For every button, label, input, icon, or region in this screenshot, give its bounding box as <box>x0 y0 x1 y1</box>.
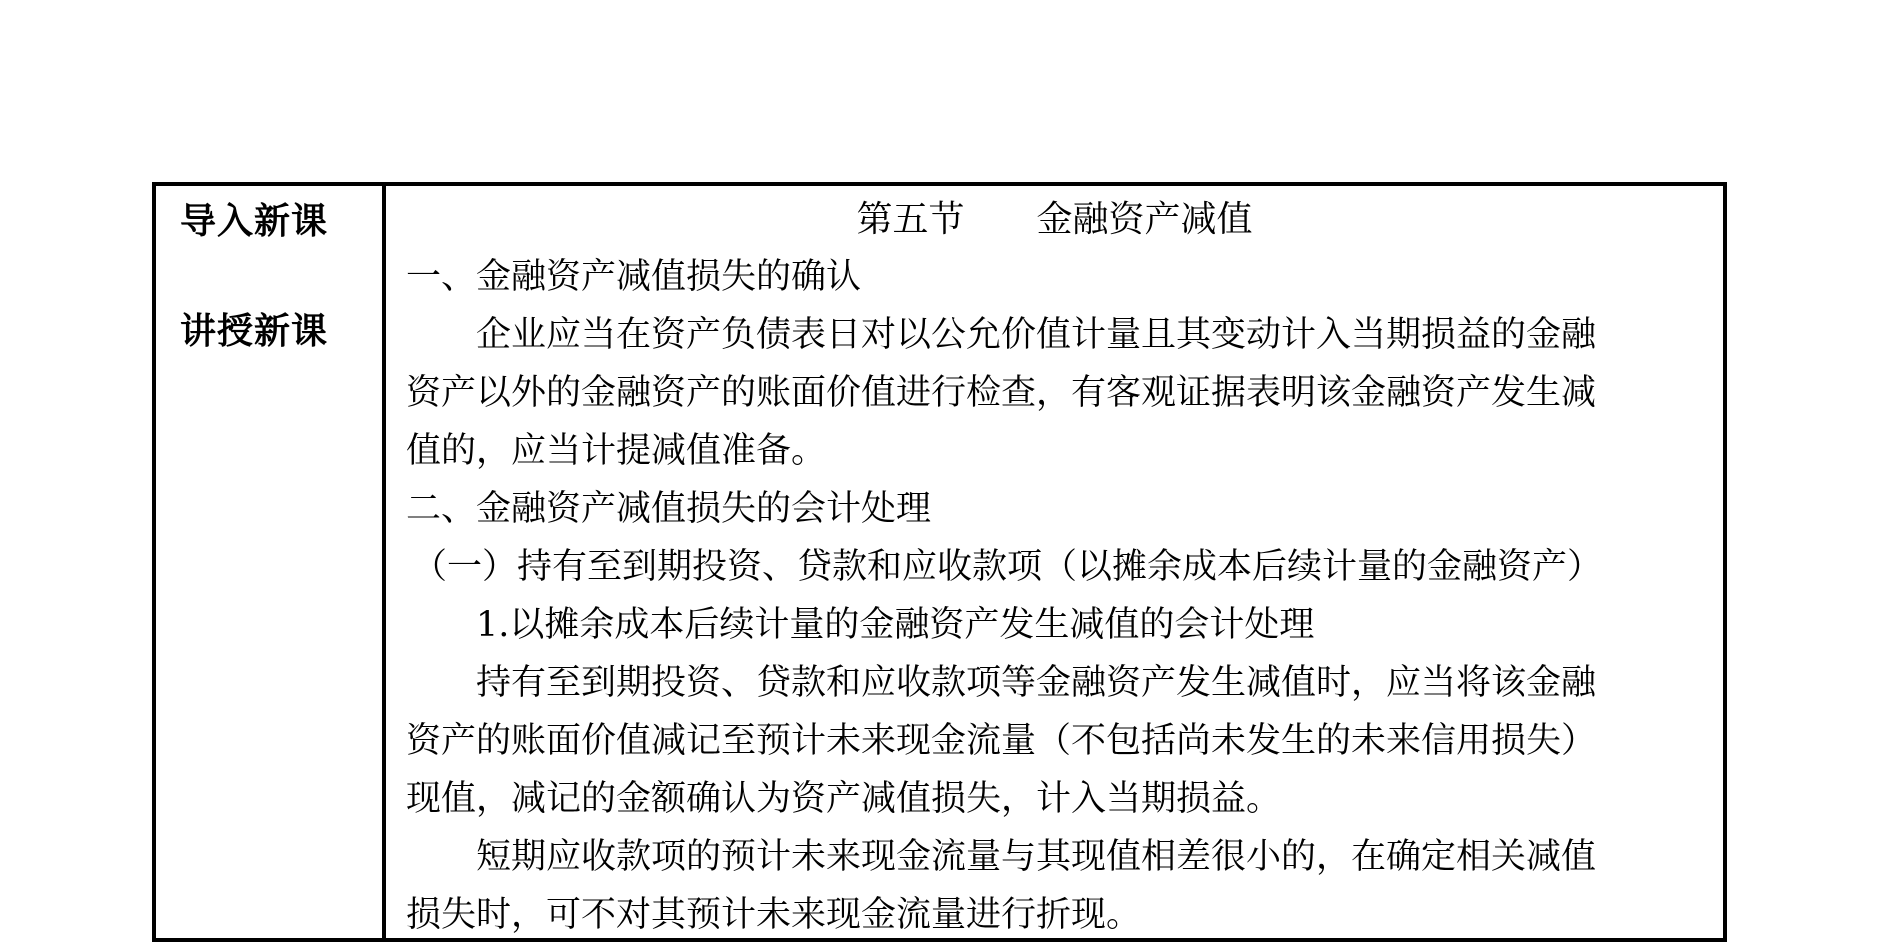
section-title: 第五节 金融资产减值 <box>856 199 1253 240</box>
stage-label-intro: 导入新课 <box>180 201 329 242</box>
stage-column <box>156 186 386 938</box>
stage-label-teach: 讲授新课 <box>180 311 329 352</box>
lesson-plan-table <box>152 182 1727 942</box>
subheading-amortized-cost: 1.以摊余成本后续计量的金融资产发生减值的会计处理 <box>476 605 1315 645</box>
heading-recognition: 一、金融资产减值损失的确认 <box>406 257 862 297</box>
paragraph-line: 企业应当在资产负债表日对以公允价值计量且其变动计入当期损益的金融 <box>476 315 1597 355</box>
paragraph-line: 资产以外的金融资产的账面价值进行检查，有客观证据表明该金融资产发生减 <box>406 373 1597 413</box>
heading-accounting: 二、金融资产减值损失的会计处理 <box>406 489 932 529</box>
paragraph-line: 值的，应当计提减值准备。 <box>406 431 827 471</box>
content-column <box>386 186 1723 938</box>
paragraph-line: 持有至到期投资、贷款和应收款项等金融资产发生减值时，应当将该金融 <box>476 663 1597 703</box>
subheading-held-to-maturity: （一）持有至到期投资、贷款和应收款项（以摊余成本后续计量的金融资产） <box>412 547 1603 587</box>
paragraph-line: 资产的账面价值减记至预计未来现金流量（不包括尚未发生的未来信用损失） <box>406 721 1597 761</box>
paragraph-line: 短期应收款项的预计未来现金流量与其现值相差很小的，在确定相关减值 <box>476 837 1597 877</box>
paragraph-line: 损失时，可不对其预计未来现金流量进行折现。 <box>406 895 1142 935</box>
paragraph-line: 现值，减记的金额确认为资产减值损失，计入当期损益。 <box>406 779 1282 819</box>
